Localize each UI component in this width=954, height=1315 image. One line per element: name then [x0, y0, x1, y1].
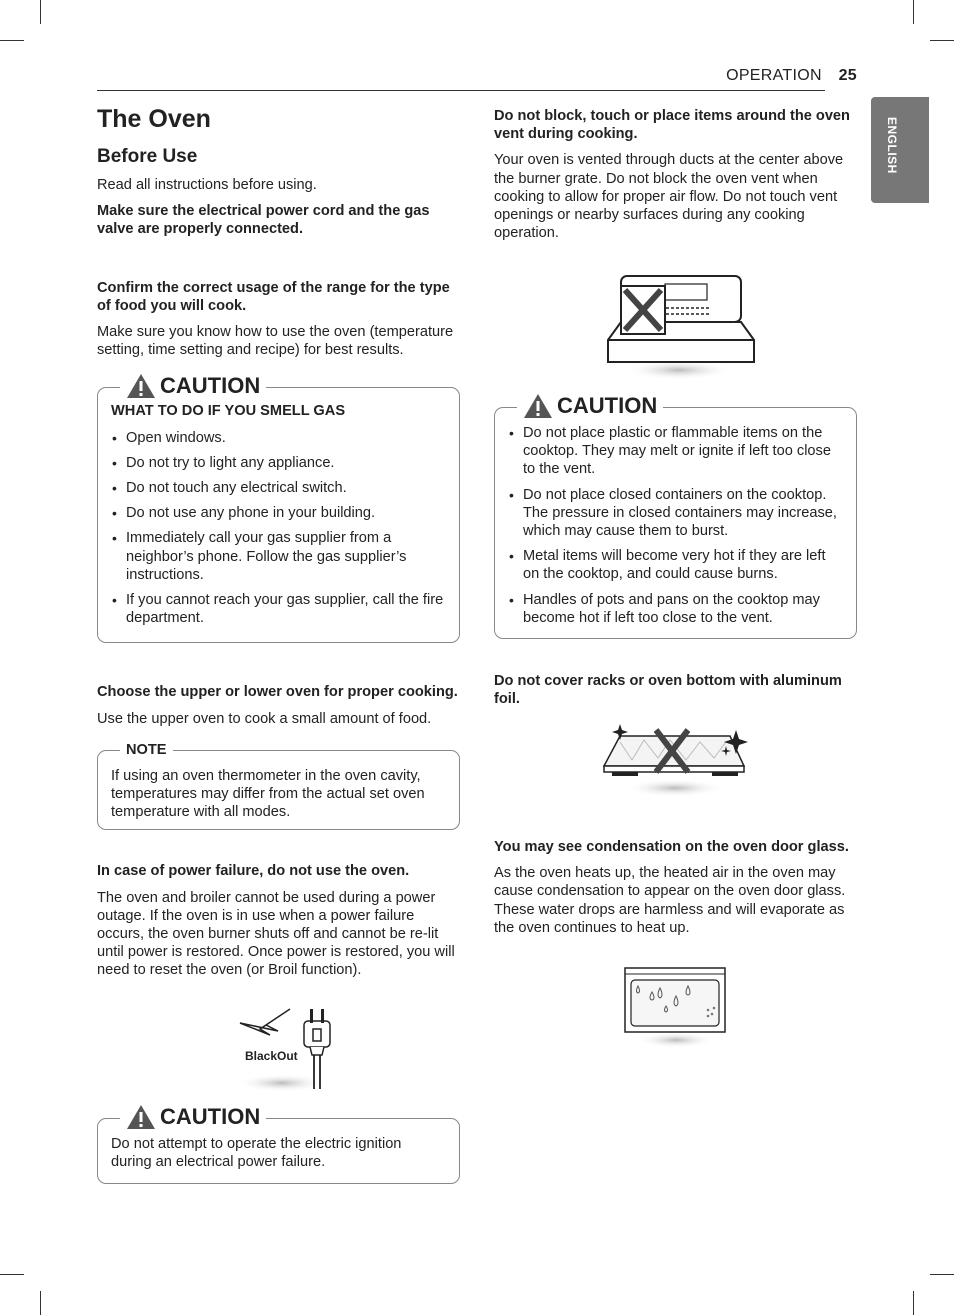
crop-mark — [913, 0, 914, 24]
caution-title: CAUTION — [517, 393, 663, 419]
caution-text: Do not attempt to operate the electric ignition during an electrical power failure. — [111, 1136, 402, 1171]
list-item: • Do not place closed containers on the cooktop. The pressure in closed containers may increase, which may cause them to burst. — [508, 486, 843, 541]
note-text: If using an oven thermometer in the oven cavity, temperatures may differ from the actual set oven temperature with all modes. — [111, 767, 425, 821]
caution-title: CAUTION — [120, 1104, 266, 1130]
oven-door-icon — [622, 966, 728, 1050]
power-failure-text: The oven and broiler cannot be used during a power outage. If the oven is in use when a power failure occurs, the oven burner shuts off and cannot be re-lit until power is restored. Once power is restored, you will need to reset the oven (or Broil function). — [97, 889, 455, 979]
warning-icon — [126, 373, 156, 399]
power-cord-instruction: Make sure the electrical power cord and the gas valve are properly connected. — [97, 203, 430, 238]
list-item: • Immediately call your gas supplier from a neighbor’s phone. Follow the gas supplier’s instructions. — [111, 529, 446, 584]
page-header — [726, 67, 857, 85]
crop-mark — [0, 40, 24, 41]
page-number: 25 — [838, 67, 857, 84]
language-tab — [871, 97, 929, 203]
crop-mark — [40, 0, 41, 24]
foil-rack-icon — [600, 722, 750, 802]
condensation-heading: You may see condensation on the oven door glass. — [494, 839, 849, 855]
condensation-text: As the oven heats up, the heated air in the oven may cause condensation to appear on the oven door glass. These water drops are harmless and will evaporate as the oven continues to heat up. — [494, 865, 846, 936]
caution-box-cooktop — [494, 393, 857, 639]
left-column — [97, 105, 460, 980]
note-box — [97, 741, 460, 831]
caution-heading: WHAT TO DO IF YOU SMELL GAS — [111, 403, 346, 420]
page-title: The Oven — [97, 105, 211, 133]
list-item: • Do not touch any electrical switch. — [111, 479, 446, 497]
header-rule — [97, 90, 825, 91]
list-item: • If you cannot reach your gas supplier, call the fire department. — [111, 591, 446, 627]
gas-safety-list — [111, 429, 446, 628]
crop-mark — [930, 40, 954, 41]
cooktop-safety-list — [508, 424, 843, 627]
list-item: • Do not use any phone in your building. — [111, 504, 446, 522]
vent-text: Your oven is vented through ducts at the center above the burner grate. Do not block the oven vent when cooking to allow for proper air flow. Do not touch vent openings or nearby surfaces during any cooking operation. — [494, 152, 844, 242]
crop-mark — [40, 1291, 41, 1315]
warning-icon — [523, 393, 553, 419]
section-subtitle: Before Use — [97, 146, 198, 167]
oven-choice-text: Use the upper oven to cook a small amount of food. — [97, 710, 432, 727]
list-item: • Open windows. — [111, 429, 446, 447]
door-glass-illustration — [622, 966, 728, 1050]
list-item: • Metal items will become very hot if they are left on the cooktop, and could cause burns. — [508, 547, 843, 583]
list-item: • Do not place plastic or flammable items on the cooktop. They may melt or ignite if left too close to the vent. — [508, 424, 843, 479]
right-column — [494, 107, 858, 242]
list-item: • Handles of pots and pans on the cooktop may become hot if left too close to the vent. — [508, 591, 843, 627]
caution-title: CAUTION — [120, 373, 266, 399]
blackout-illustration — [230, 1005, 340, 1097]
intro-text: Read all instructions before using. — [97, 177, 317, 193]
condensation-section — [494, 838, 858, 937]
oven-choice-heading: Choose the upper or lower oven for proper cooking. — [97, 684, 458, 701]
range-vent-icon — [605, 272, 757, 384]
list-item: • Do not try to light any appliance. — [111, 454, 446, 472]
usage-text: Make sure you know how to use the oven (temperature setting, time setting and recipe) for best results. — [97, 324, 454, 359]
warning-icon — [126, 1104, 156, 1130]
note-title: NOTE — [120, 742, 173, 758]
foil-illustration — [600, 722, 750, 802]
blackout-label: BlackOut — [245, 1049, 298, 1063]
usage-heading: Confirm the correct usage of the range for the type of food you will cook. — [97, 279, 450, 314]
language-label: ENGLISH — [885, 117, 899, 174]
power-failure-heading: In case of power failure, do not use the oven. — [97, 863, 410, 880]
section-label: OPERATION — [726, 67, 822, 84]
caution-box-power — [97, 1104, 460, 1184]
vent-illustration — [605, 272, 757, 384]
vent-heading: Do not block, touch or place items around the oven vent during cooking. — [494, 108, 850, 143]
foil-heading: Do not cover racks or oven bottom with aluminum foil. — [494, 673, 842, 708]
crop-mark — [930, 1274, 954, 1275]
crop-mark — [0, 1274, 24, 1275]
crop-mark — [913, 1291, 914, 1315]
caution-box-gas — [97, 373, 460, 643]
